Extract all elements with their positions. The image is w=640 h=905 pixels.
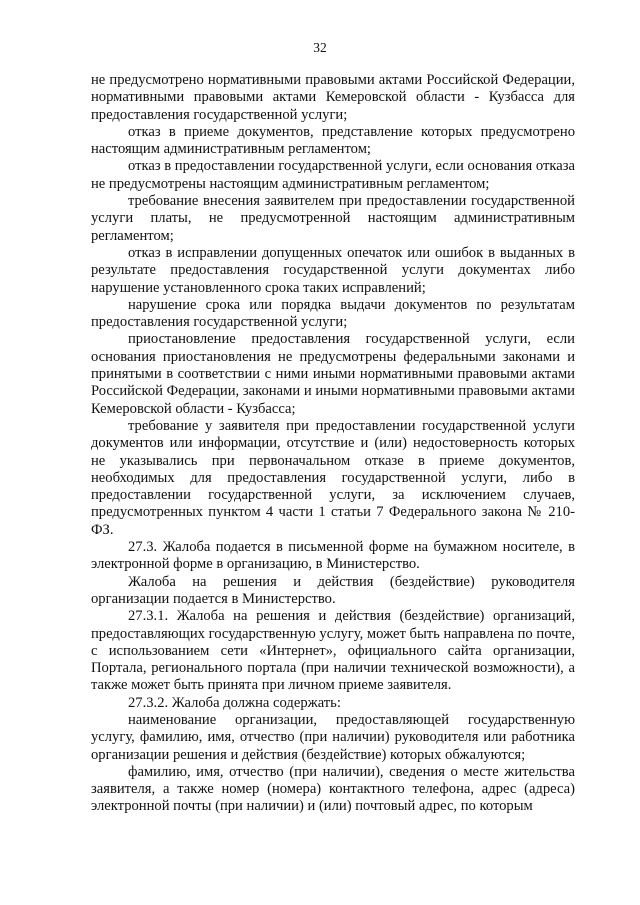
- paragraph: требование у заявителя при предоставлении государственной услуги документов или информации, отсутствие и (или) недостоверность которых не указывались при первоначальном отказе в приеме документов, необходимых для предоставления государственной услуги, либо в предоставлении государственной услуги, за исключением случаев, предусмотренных пунктом 4 части 1 статьи 7 Федерального закона № 210-ФЗ.: [91, 417, 575, 538]
- paragraph: 27.3.2. Жалоба должна содержать:: [128, 694, 341, 711]
- paragraph: 27.3.1. Жалоба на решения и действия (бездействие) организаций, предоставляющих государственную услугу, может быть направлена по почте, с использованием сети «Интернет», официального сайта организации, Портала, регионального портала (при наличии технической возможности), а также может быть принята при личном приеме заявителя.: [91, 608, 575, 694]
- paragraph: Жалоба на решения и действия (бездействие) руководителя организации подается в Министерство.: [91, 573, 575, 607]
- paragraph: требование внесения заявителем при предоставлении государственной услуги платы, не предусмотренной настоящим административным регламентом;: [91, 193, 575, 244]
- paragraph: отказ в предоставлении государственной услуги, если основания отказа не предусмотрены настоящим административным регламентом;: [91, 158, 575, 192]
- paragraph: 27.3. Жалоба подается в письменной форме на бумажном носителе, в электронной форме в организацию, в Министерство.: [91, 539, 575, 573]
- paragraph: не предусмотрено нормативными правовыми актами Российской Федерации, нормативными правовыми актами Кемеровской области - Кузбасса для предоставления государственной услуги;: [91, 72, 575, 123]
- page-number: 32: [313, 40, 327, 55]
- paragraph: наименование организации, предоставляющей государственную услугу, фамилию, имя, отчество (при наличии) руководителя или работника организации решения и действия (бездействие) которых обжалуются;: [91, 711, 575, 763]
- body-text: [91, 72, 575, 816]
- paragraph: нарушение срока или порядка выдачи документов по результатам предоставления государственной услуги;: [91, 296, 575, 331]
- paragraph: фамилию, имя, отчество (при наличии), сведения о месте жительства заявителя, а также номер (номера) контактного телефона, адрес (адреса) электронной почты (при наличии) и (или) почтовый адрес, по которым: [91, 763, 575, 815]
- paragraph: отказ в приеме документов, представление которых предусмотрено настоящим административным регламентом;: [91, 123, 575, 158]
- paragraph: отказ в исправлении допущенных опечаток или ошибок в выданных в результате предоставления государственной услуги документах либо нарушение установленного срока таких исправлений;: [91, 244, 575, 296]
- paragraph: приостановление предоставления государственной услуги, если основания приостановления не предусмотрены федеральными законами и принятыми в соответствии с ними иными нормативными правовыми актами Российской Федерации, законами и иными нормативными правовыми актами Кемеровской области - Кузбасса;: [91, 331, 575, 417]
